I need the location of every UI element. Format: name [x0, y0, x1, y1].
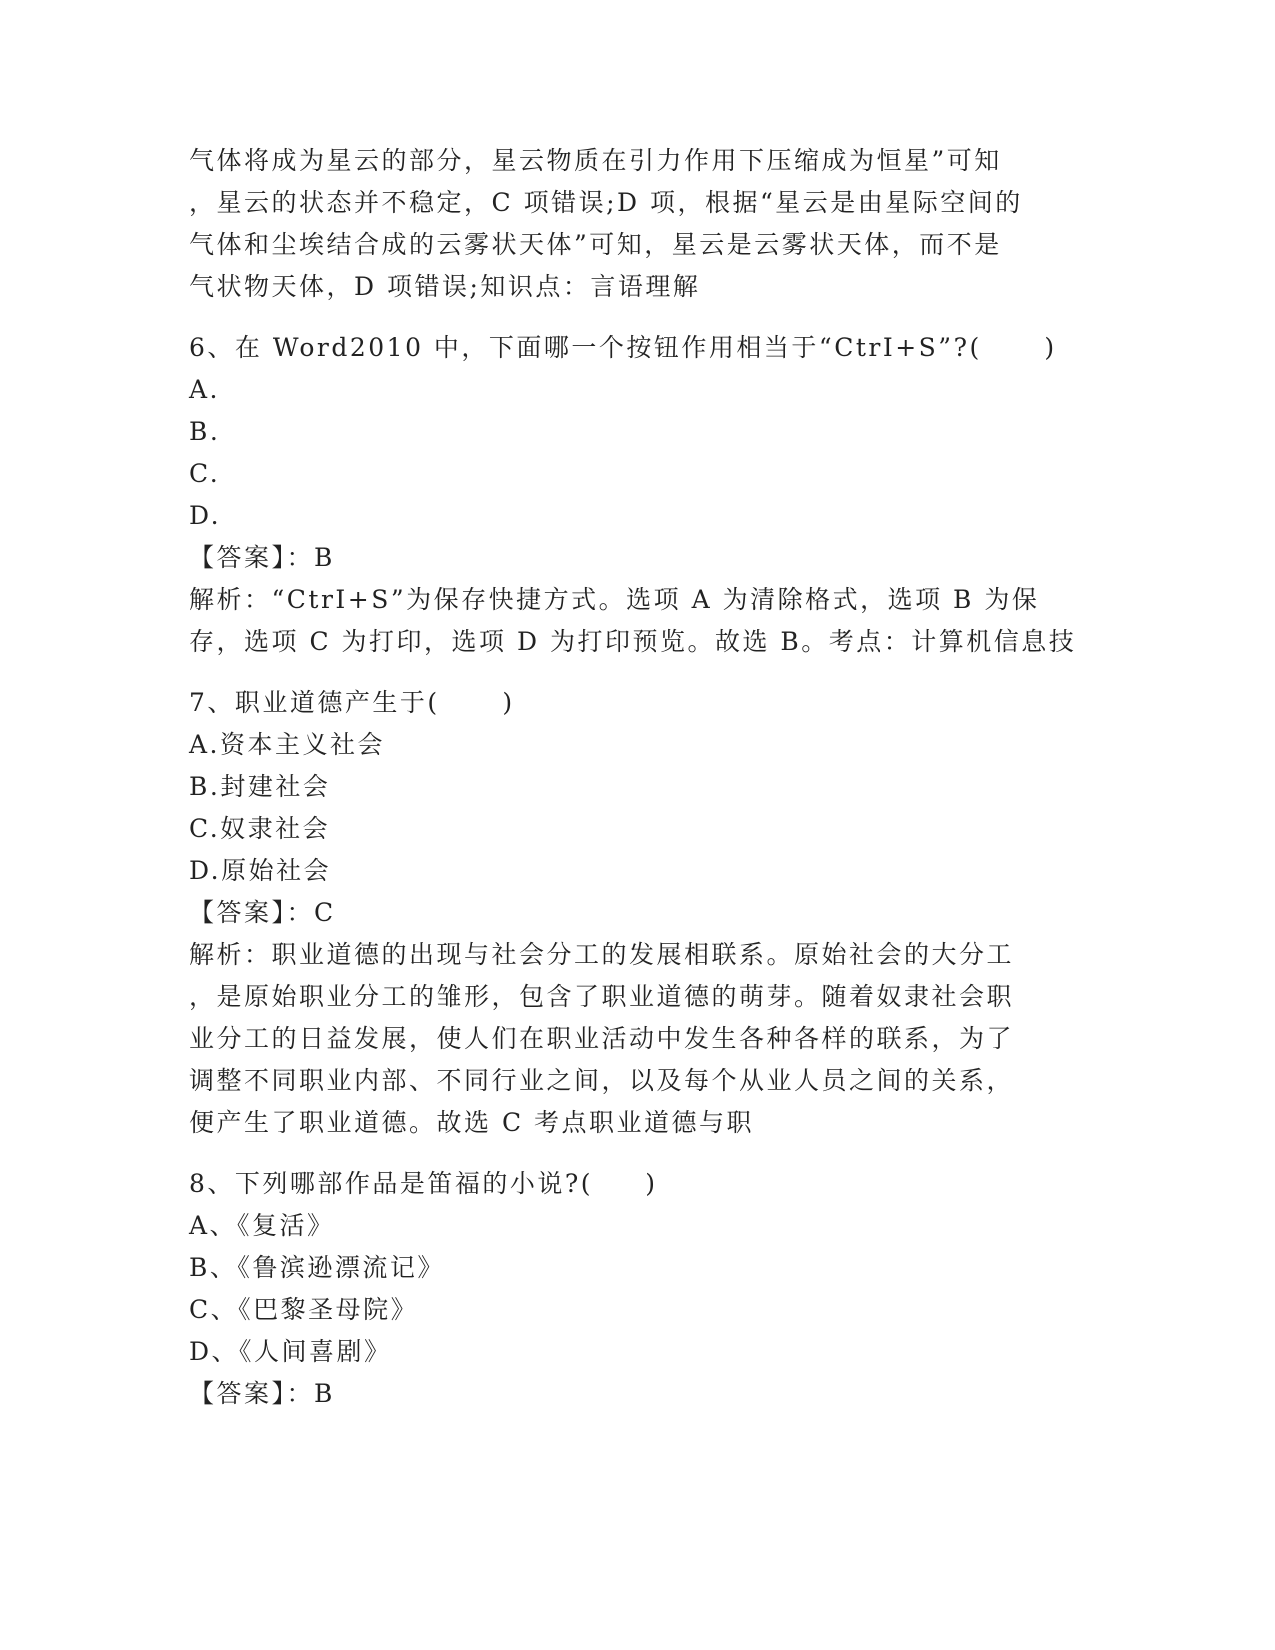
intro-line: 气状物天体，D 项错误;知识点：言语理解 — [189, 272, 701, 301]
question-6-option-d: D. — [189, 501, 222, 530]
question-7-analysis-line: 业分工的日益发展，使人们在职业活动中发生各种各样的联系，为了 — [189, 1024, 1015, 1053]
question-6-stem: 6、在 Word2010 中，下面哪一个按钮作用相当于“CtrI+S”?( ) — [189, 333, 1057, 362]
question-6-analysis-line: 解析：“CtrI+S”为保存快捷方式。选项 A 为清除格式，选项 B 为保 — [189, 585, 1040, 614]
question-7-stem: 7、职业道德产生于( ) — [189, 688, 515, 717]
question-6-option-c: C. — [189, 459, 221, 488]
question-7-option-c: C.奴隶社会 — [189, 814, 331, 843]
question-7-answer: 【答案】：C — [189, 898, 336, 927]
intro-line: 气体将成为星云的部分，星云物质在引力作用下压缩成为恒星”可知 — [189, 146, 1002, 175]
question-7-option-a: A.资本主义社会 — [189, 730, 386, 759]
question-7-analysis-line: 调整不同职业内部、不同行业之间，以及每个从业人员之间的关系， — [189, 1066, 1015, 1095]
question-7-option-d: D.原始社会 — [189, 856, 332, 885]
question-8-stem: 8、下列哪部作品是笛福的小说?( ) — [189, 1169, 658, 1198]
question-6-option-b: B. — [189, 417, 221, 446]
question-6-analysis-line: 存，选项 C 为打印，选项 D 为打印预览。故选 B。考点：计算机信息技 — [189, 627, 1077, 656]
question-8-option-b: B、《鲁滨逊漂流记》 — [189, 1253, 445, 1282]
question-8-option-c: C、《巴黎圣母院》 — [189, 1295, 419, 1324]
intro-line: ，星云的状态并不稳定，C 项错误;D 项，根据“星云是由星际空间的 — [189, 188, 1023, 217]
question-7-option-b: B.封建社会 — [189, 772, 331, 801]
intro-line: 气体和尘埃结合成的云雾状天体”可知，星云是云雾状天体，而不是 — [189, 230, 1002, 259]
question-8-answer: 【答案】：B — [189, 1379, 335, 1408]
question-8-option-d: D、《人间喜剧》 — [189, 1337, 392, 1366]
question-8-option-a: A、《复活》 — [189, 1211, 335, 1240]
question-6-option-a: A. — [189, 375, 221, 404]
question-7-analysis-line: ，是原始职业分工的雏形，包含了职业道德的萌芽。随着奴隶社会职 — [189, 982, 1015, 1011]
question-6-answer: 【答案】：B — [189, 543, 335, 572]
question-7-analysis-line: 解析：职业道德的出现与社会分工的发展相联系。原始社会的大分工 — [189, 940, 1015, 969]
question-7-analysis-line: 便产生了职业道德。故选 C 考点职业道德与职 — [189, 1108, 755, 1137]
